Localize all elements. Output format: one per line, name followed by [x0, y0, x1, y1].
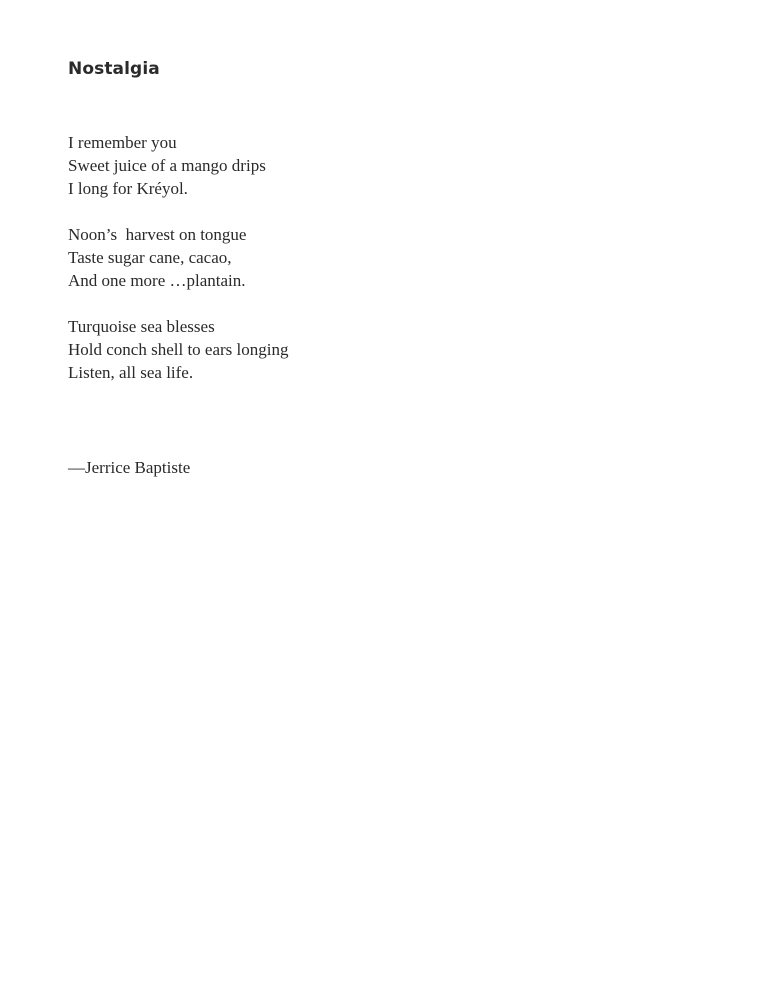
stanza-3 — [68, 315, 289, 384]
poem-line: Hold conch shell to ears longing — [68, 340, 289, 359]
poem-line: And one more …plantain. — [68, 271, 246, 290]
poem-title: Nostalgia — [68, 59, 160, 79]
poem-line: I long for Kréyol. — [68, 179, 188, 198]
poem-line: Noon’s harvest on tongue — [68, 225, 247, 244]
stanza-1 — [68, 131, 289, 200]
author-attribution: —Jerrice Baptiste — [68, 458, 191, 477]
poem-line: Listen, all sea life. — [68, 363, 194, 382]
poem-line: Taste sugar cane, cacao, — [68, 248, 232, 267]
stanza-2 — [68, 223, 289, 292]
poem-line: Turquoise sea blesses — [68, 317, 215, 336]
poem-body — [68, 131, 289, 407]
poem-line: Sweet juice of a mango drips — [68, 156, 266, 175]
poem-line: I remember you — [68, 133, 177, 152]
